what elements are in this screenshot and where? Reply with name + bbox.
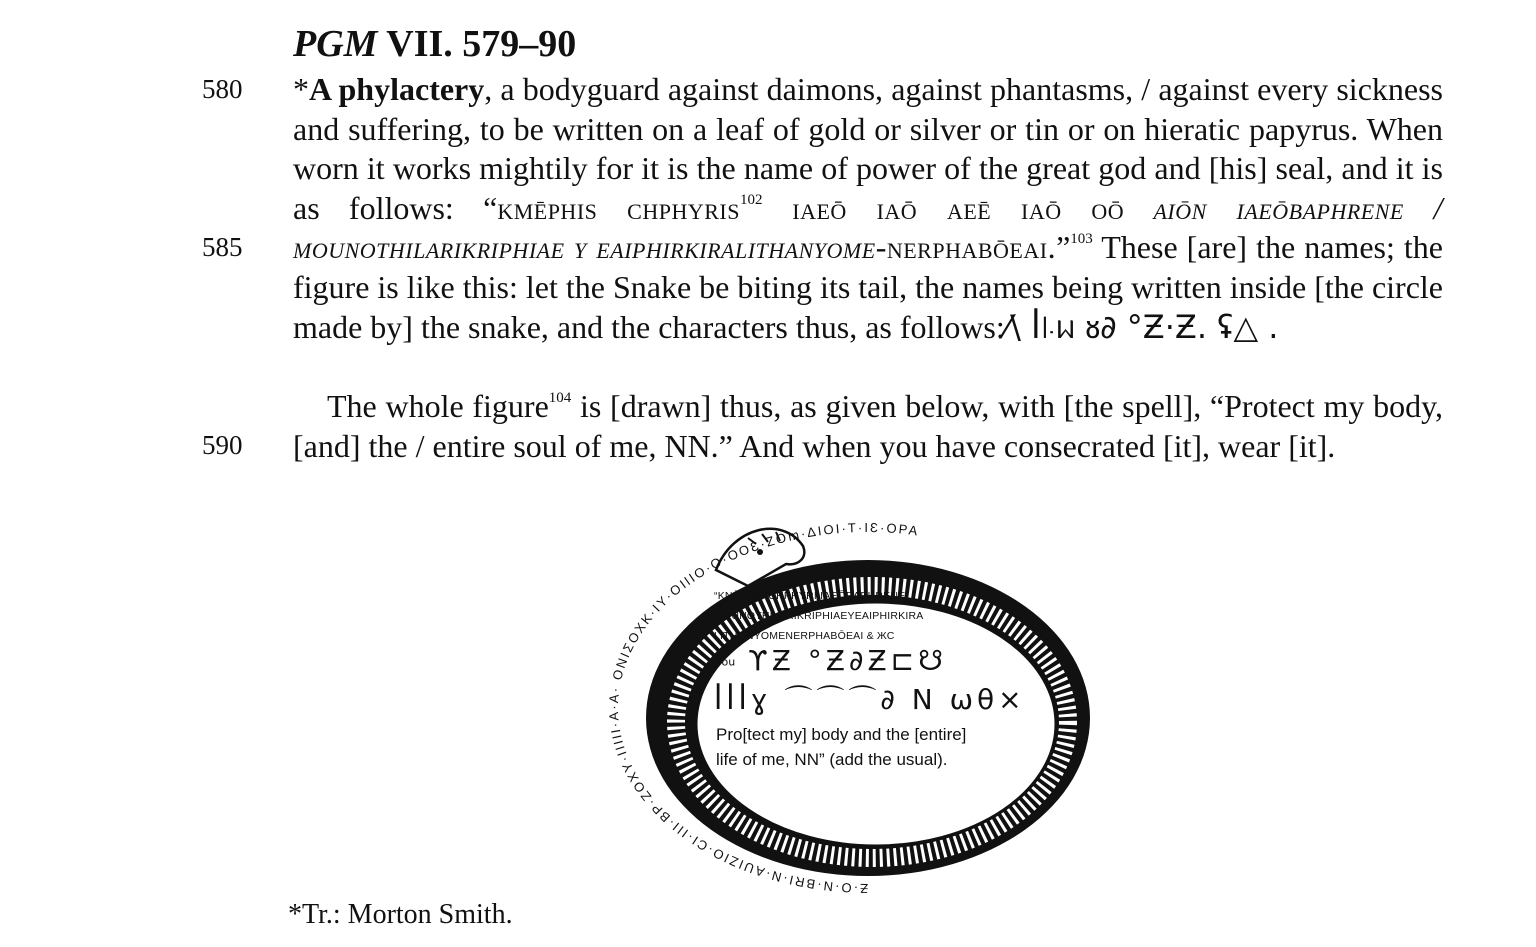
translator-credit: *Tr.: Morton Smith. — [288, 899, 513, 930]
ouroboros-figure — [598, 508, 1138, 900]
paragraph-phylactery — [293, 70, 1443, 347]
magical-names-d: -nerphabōeai. — [875, 229, 1057, 266]
paragraph2-text-a: The whole figure — [327, 388, 549, 424]
quote-close: ” — [1056, 229, 1071, 266]
paragraph1-text-a: , a bodyguard against daimons, against phantasms, / against every sickness and suffering, to be written on a leaf of gold or silver or tin or on hieratic papyrus. When worn it works mightily for it is the name of power of the great god and [his] seal, and it is as follows: “ — [293, 71, 1444, 226]
figure-spell-line1: Pro[tect my] body and the [entire] — [716, 725, 967, 744]
paragraph2-text-b: is [drawn] thus, as given below, with [the spell], “Protect my body, [and] the / entire soul of me, NN.” And when you have consecrated [it], wear [it]. — [293, 388, 1444, 464]
figure-characters-row1: ϒƵ °Ƶ∂Ƶ⊏☋ — [748, 644, 947, 677]
figure-names-line3: LITHONYOMENERPHABŌEAI & ЖC — [714, 630, 895, 642]
magical-characters: ⁄\ ꟾ꜐ᥕ ᴕ∂ °Ƶ·Ƶ. ʢ△ . — [1004, 307, 1279, 346]
magical-names-c: aiōn iaeōbaphrene / mounothilarikriphiae y eaiphirkiralithanyome — [293, 189, 1444, 266]
footnote-103: 103 — [1070, 231, 1093, 248]
line-number-585: 585 — [202, 232, 243, 262]
footnote-102: 102 — [739, 191, 763, 208]
figure-names-block — [714, 586, 923, 646]
figure-names-line2: MOUNOTHILARIKRIPHIAEYEAIPHIRKIRA — [714, 610, 924, 622]
outer-ring-letters: Ƶ·O·N·BRI·N·AUIZIO·CI·III·ΒΡ·ZOXY·IIIII·A·A· ONIΣOXK·IY·OIIIO·O·OOƐ·ZOm·ΔIOI·T·IƐ·OPA — [605, 519, 921, 897]
footnote-104: 104 — [548, 390, 572, 406]
figure-names-line1: “KNĒPHIS CHPHYRI IAEŌBAPHRENE — [714, 590, 906, 602]
heading-reference: VII. 579–90 — [386, 23, 577, 65]
line-number-580: 580 — [202, 74, 243, 104]
asterisk-marker: * — [293, 71, 309, 107]
figure-spell-block — [716, 722, 966, 772]
line-number-590: 590 — [202, 430, 243, 460]
paragraph-whole-figure — [293, 387, 1443, 466]
figure-characters-line1 — [714, 644, 947, 677]
heading-source: PGM — [293, 23, 378, 65]
figure-bou-label: Bou — [714, 655, 736, 669]
page-heading — [293, 22, 576, 66]
paragraph1-text-b: These [are] the names; the figure is like this: let the Snake be biting its tail, the names being written inside [the circle made by] the snake, and the characters thus, as follows: — [293, 229, 1444, 345]
magical-names-b: iaeō iaō aeē iaō oō — [762, 189, 1125, 226]
magical-names-a: kmēphis chphyris — [497, 189, 740, 226]
figure-spell-line2: life of me, NN” (add the usual). — [716, 750, 948, 769]
bold-term: A phylactery — [309, 71, 485, 107]
figure-characters-line2: ꟾꟾꟾɣ ⌒⌒⌒∂ N ωθ⨯ — [714, 683, 1026, 716]
